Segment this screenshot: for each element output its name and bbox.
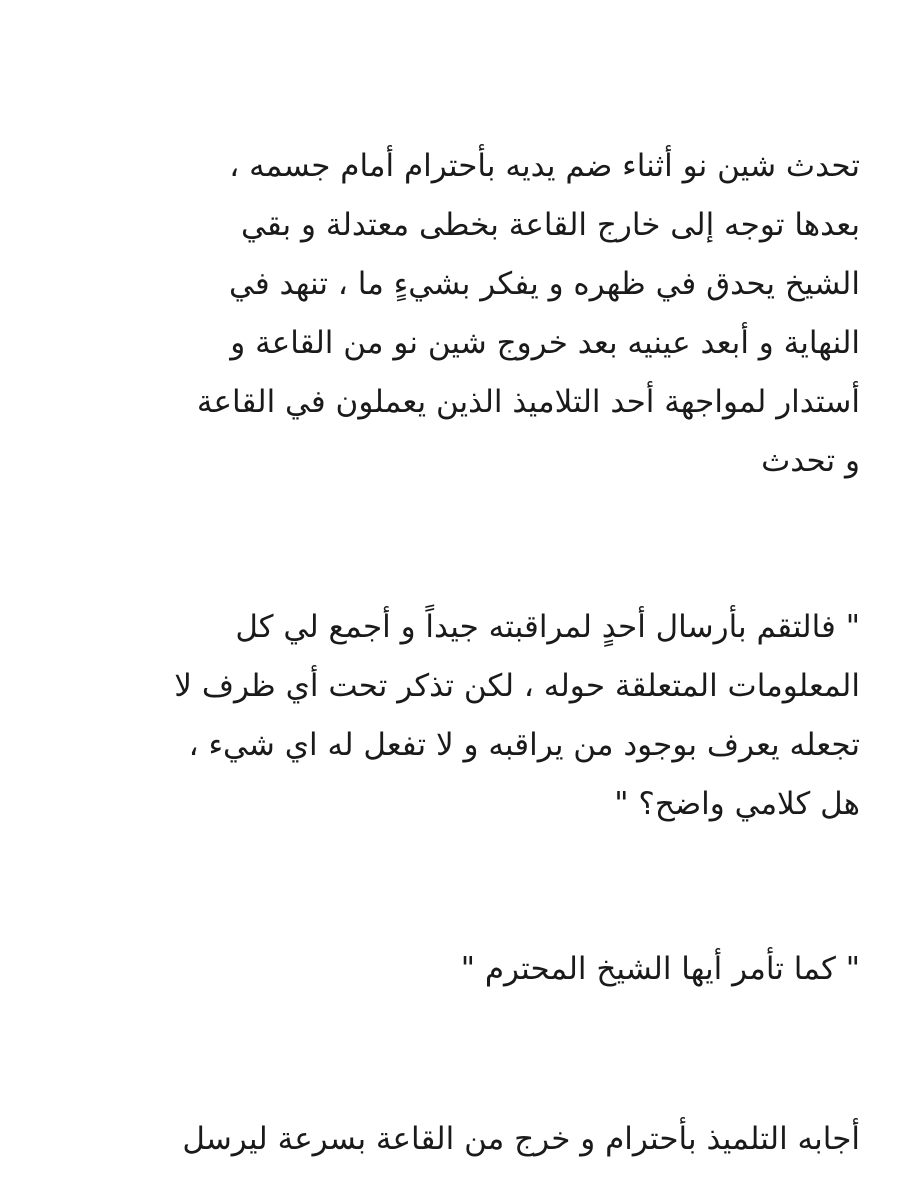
text-line: تحدث شين نو أثناء ضم يديه بأحترام أمام جسمه ، xyxy=(229,148,860,184)
paragraph-narration-2 xyxy=(60,1110,860,1169)
text-line: تجعله يعرف بوجود من يراقبه و لا تفعل له اي شيء ، xyxy=(188,727,860,763)
paragraph-narration-1 xyxy=(60,137,860,491)
paragraph-dialogue-disciple xyxy=(60,940,860,999)
text-line: المعلومات المتعلقة حوله ، لكن تذكر تحت أي ظرف لا xyxy=(174,668,860,704)
text-line: " كما تأمر أيها الشيخ المحترم " xyxy=(460,951,860,987)
text-line: أجابه التلميذ بأحترام و خرج من القاعة بسرعة ليرسل xyxy=(182,1121,860,1157)
paragraph-dialogue-elder xyxy=(60,598,860,834)
text-line: النهاية و أبعد عينيه بعد خروج شين نو من القاعة و xyxy=(230,325,860,361)
text-line: و تحدث xyxy=(761,443,860,479)
text-line: هل كلامي واضح؟ " xyxy=(614,786,860,822)
text-line: الشيخ يحدق في ظهره و يفكر بشيءٍ ما ، تنهد في xyxy=(228,266,860,302)
text-line: أستدار لمواجهة أحد التلاميذ الذين يعملون في القاعة xyxy=(196,384,860,420)
text-line: بعدها توجه إلى خارج القاعة بخطى معتدلة و بقي xyxy=(241,207,860,243)
text-line: " فالتقم بأرسال أحدٍ لمراقبته جيداً و أجمع لي كل xyxy=(235,609,860,645)
